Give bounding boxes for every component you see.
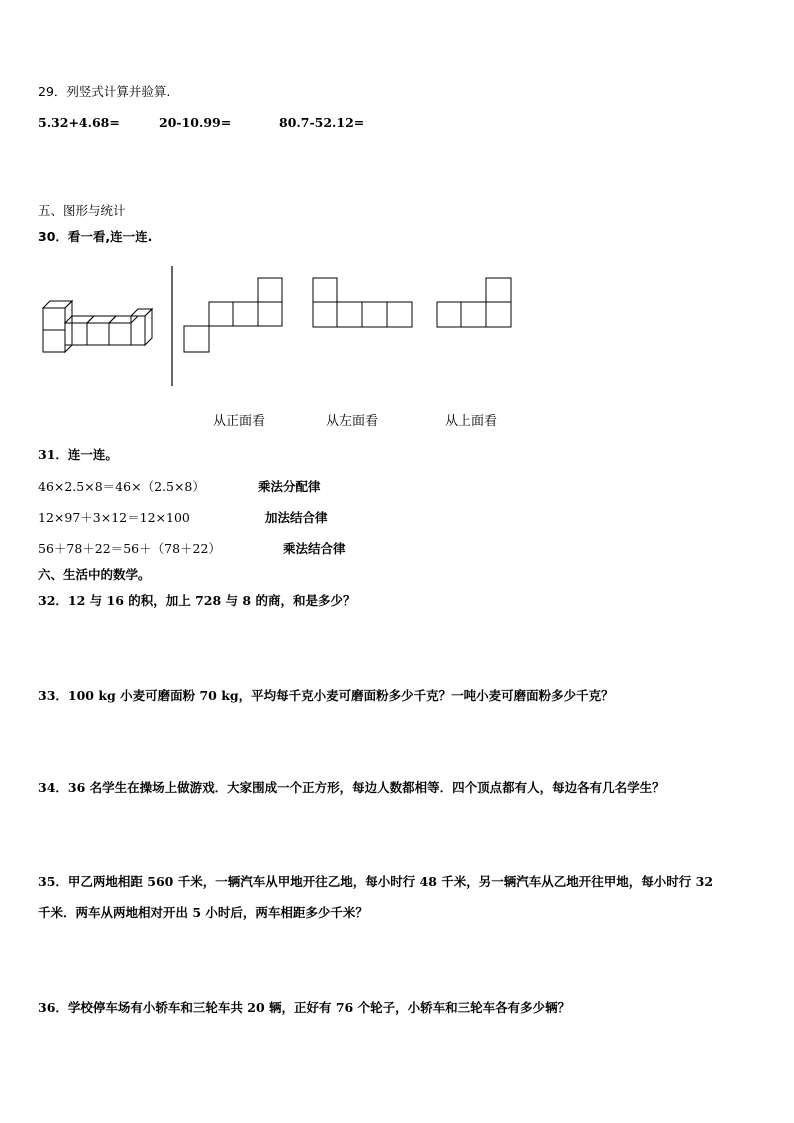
q31-law-1: 乘法分配律 xyxy=(258,479,321,494)
view-shape-1 xyxy=(183,277,285,355)
view-shape-3 xyxy=(436,277,516,331)
section6-title: 六、生活中的数学。 xyxy=(38,567,151,582)
q29-item-2: 20-10.99= xyxy=(159,115,232,130)
q31-expr-3: 56＋78＋22＝56＋（78＋22） xyxy=(38,541,221,556)
cube-solid-figure xyxy=(40,296,155,356)
q33-text: 33．100 kg 小麦可磨面粉 70 kg，平均每千克小麦可磨面粉多少千克？一吨小麦可磨面粉多少千克？ xyxy=(38,688,614,703)
q32-text: 32．12 与 16 的积，加上 728 与 8 的商，和是多少？ xyxy=(38,593,356,608)
label-top-view: 从上面看 xyxy=(445,414,498,429)
q34-text: 34．36 名学生在操场上做游戏．大家围成一个正方形，每边人数都相等．四个顶点都有人，每边各有几名学生？ xyxy=(38,780,665,795)
q31-title: 31．连一连。 xyxy=(38,447,118,462)
q29-title: 29．列竖式计算并验算. xyxy=(38,84,171,99)
label-left-view: 从左面看 xyxy=(326,414,379,429)
cube-face xyxy=(43,330,65,352)
vertical-divider xyxy=(171,266,173,386)
q29-item-1: 5.32+4.68= xyxy=(38,115,120,130)
q29-item-3: 80.7-52.12= xyxy=(279,115,365,130)
q31-law-2: 加法结合律 xyxy=(265,510,328,525)
q35-line-1: 35．甲乙两地相距 560 千米，一辆汽车从甲地开往乙地，每小时行 48 千米，另一辆汽车从乙地开往甲地，每小时行 32 xyxy=(38,874,714,889)
q30-title: 30．看一看,连一连. xyxy=(38,229,153,244)
section5-title: 五、图形与统计 xyxy=(38,203,126,218)
q31-law-3: 乘法结合律 xyxy=(283,541,346,556)
label-front-view: 从正面看 xyxy=(213,414,266,429)
view-shape-2 xyxy=(312,277,416,331)
q35-line-2: 千米．两车从两地相对开出 5 小时后，两车相距多少千米？ xyxy=(38,905,368,920)
q36-text: 36．学校停车场有小轿车和三轮车共 20 辆，正好有 76 个轮子，小轿车和三轮车各有多少辆？ xyxy=(38,1000,571,1015)
q31-expr-1: 46×2.5×8＝46×（2.5×8） xyxy=(38,479,205,494)
q31-expr-2: 12×97＋3×12＝12×100 xyxy=(38,510,190,525)
